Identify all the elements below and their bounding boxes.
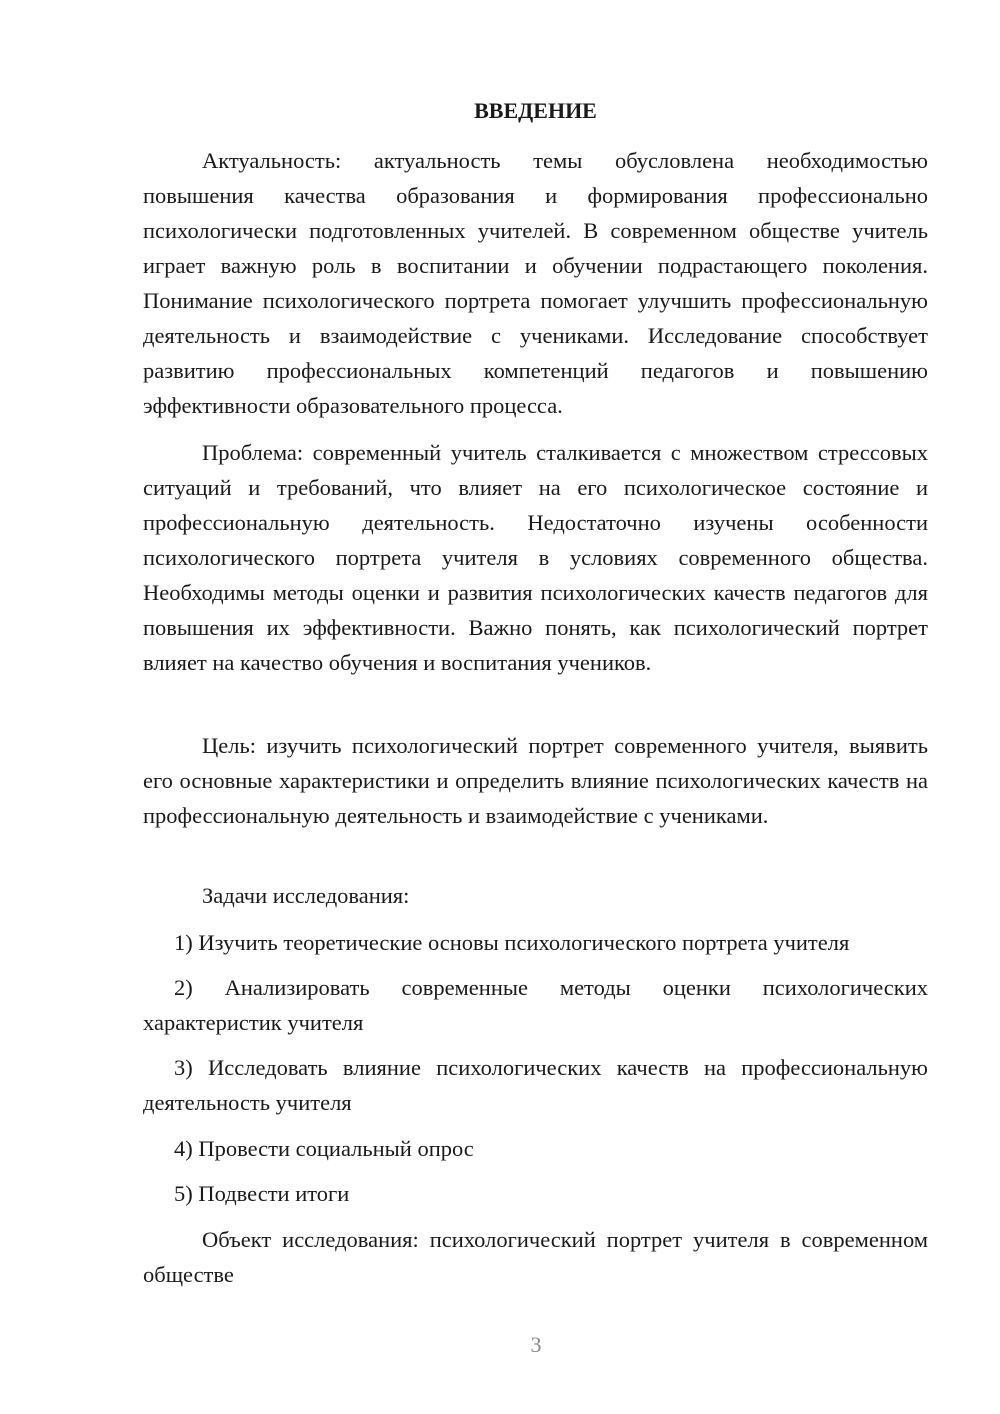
task-item-1: 1) Изучить теоретические основы психологического портрета учителя	[174, 930, 850, 955]
task-item-3: 3) Исследовать влияние психологических качеств на профессиональную деятельность учителя	[143, 1055, 928, 1115]
task-item-4: 4) Провести социальный опрос	[174, 1136, 474, 1161]
section-heading: ВВЕДЕНИЕ	[474, 98, 597, 123]
paragraph-goal: Цель: изучить психологический портрет современного учителя, выявить его основные характеристики и определить влияние психологических качеств на профессиональную деятельность и взаимодействие с учениками.	[143, 733, 928, 828]
task-item-5: 5) Подвести итоги	[174, 1181, 350, 1206]
task-item-2: 2) Анализировать современные методы оценки психологических характеристик учителя	[143, 975, 928, 1035]
paragraph-tasks-intro: Задачи исследования:	[202, 883, 410, 908]
page-number: 3	[530, 1332, 542, 1357]
paragraph-problem: Проблема: современный учитель сталкивается с множеством стрессовых ситуаций и требований, что влияет на его психологическое состояние и профессиональную деятельность. Недостаточно изучены особенности психологического портрета учителя в условиях современного общества. Необходимы методы оценки и развития психологических качеств педагогов для повышения их эффективности. Важно понять, как психологический портрет влияет на качество обучения и воспитания учеников.	[143, 440, 928, 675]
paragraph-relevance: Актуальность: актуальность темы обусловлена необходимостью повышения качества образования и формирования профессионально психологически подготовленных учителей. В современном обществе учитель играет важную роль в воспитании и обучении подрастающего поколения. Понимание психологического портрета помогает улучшить профессиональную деятельность и взаимодействие с учениками. Исследование способствует развитию профессиональных компетенций педагогов и повышению эффективности образовательного процесса.	[143, 148, 928, 418]
paragraph-object: Объект исследования: психологический портрет учителя в современном обществе	[143, 1227, 928, 1287]
